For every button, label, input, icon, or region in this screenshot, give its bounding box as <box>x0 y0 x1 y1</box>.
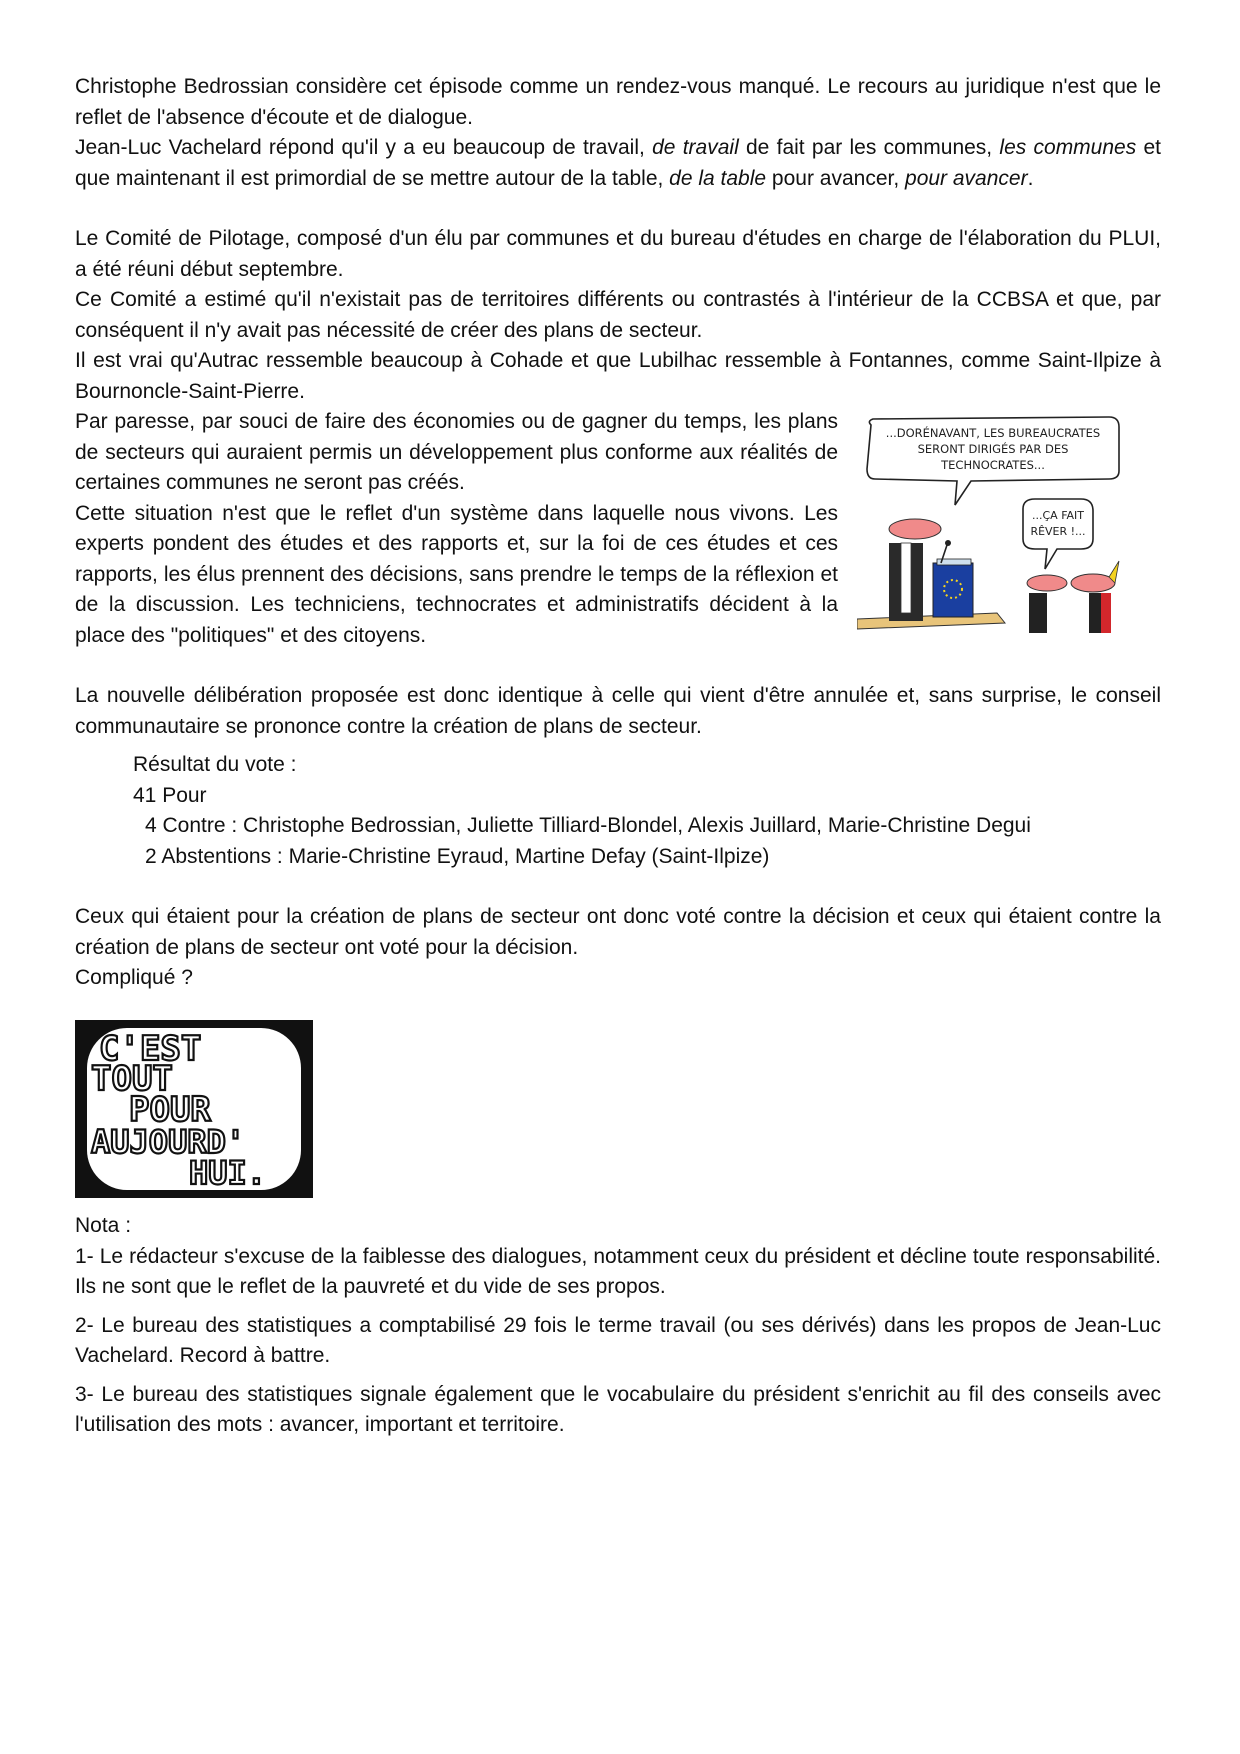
stamp-line-2: TOUT <box>91 1058 173 1099</box>
paragraph-1: Christophe Bedrossian considère cet épisode comme un rendez-vous manqué. Le recours au juridique n'est que le reflet de l'absence d'écoute et de dialogue. <box>75 75 1161 129</box>
cartoon-illustration <box>857 413 1161 639</box>
document-page <box>75 72 1161 1441</box>
vote-pour: 41 Pour <box>133 783 207 807</box>
stamp-line-3: POUR <box>129 1089 211 1130</box>
p2-text-c: de fait par les communes, <box>738 136 1000 159</box>
p2-text-g: pour avancer, <box>766 166 906 190</box>
p2-text-e: et que maintenant il est primordial de se mettre autour de la table, <box>75 136 1161 190</box>
text-with-cartoon <box>75 407 1161 651</box>
cest-tout-pour-aujourdhui-stamp <box>75 1020 313 1198</box>
stamp-line-5: HUI. <box>189 1153 267 1192</box>
cartoon-bubble2-line1: ...ÇA FAIT <box>1032 509 1084 522</box>
stamp-line-4: AUJOURD' <box>91 1122 246 1161</box>
nota-item-3: 3- Le bureau des statistiques signale également que le vocabulaire du président s'enrichit au fil des conseils avec l'utilisation des mots : avancer, important et territoire. <box>75 1382 1161 1436</box>
paragraph-9: Ceux qui étaient pour la création de plans de secteur ont donc voté contre la décision et ceux qui étaient contre la création de plans de secteur ont voté pour la décision. <box>75 905 1161 959</box>
paragraph-8: La nouvelle délibération proposée est donc identique à celle qui vient d'être annulée et, sans surprise, le conseil communautaire se prononce contre la création de plans de secteur. <box>75 684 1161 738</box>
cartoon-bubble1-line3: TECHNOCRATES... <box>941 458 1045 472</box>
paragraph-4: Ce Comité a estimé qu'il n'existait pas de territoires différents ou contrastés à l'intérieur de la CCBSA et que, par conséquent il n'y avait pas nécessité de créer des plans de secteur. <box>75 288 1161 342</box>
cartoon-bubble1-line2: SERONT DIRIGÉS PAR DES <box>917 442 1069 456</box>
nota-section <box>75 1211 1161 1441</box>
paragraph-10: Compliqué ? <box>75 966 193 989</box>
paragraph-5: Il est vrai qu'Autrac ressemble beaucoup à Cohade et que Lubilhac ressemble à Fontannes, comme Saint-Ilpize à Bournoncle-Saint-Pierre. <box>75 349 1161 403</box>
paragraph-3: Le Comité de Pilotage, composé d'un élu par communes et du bureau d'études en charge de l'élaboration du PLUI, a été réuni début septembre. <box>75 227 1161 281</box>
p2-text-i: . <box>1027 166 1034 190</box>
vote-result <box>133 750 1161 872</box>
nota-title: Nota : <box>75 1214 132 1237</box>
p2-text-a: Jean-Luc Vachelard répond qu'il y a eu beaucoup de travail, <box>75 136 653 159</box>
paragraph-2 <box>75 133 1161 194</box>
nota-item-2: 2- Le bureau des statistiques a comptabilisé 29 fois le terme travail (ou ses dérivés) dans les propos de Jean-Luc Vachelard. Record à battre. <box>75 1313 1161 1367</box>
vote-abstentions: 2 Abstentions : Marie-Christine Eyraud, Martine Defay (Saint-Ilpize) <box>145 844 770 868</box>
p2-echo-4: pour avancer <box>905 166 1028 190</box>
nota-item-1: 1- Le rédacteur s'excuse de la faiblesse des dialogues, notamment ceux du président et décline toute responsabilité. Ils ne sont que le reflet de la pauvreté et du vide de ses propos. <box>75 1244 1161 1298</box>
cartoon-bubble2-line2: RÊVER !... <box>1030 525 1086 538</box>
paragraph-7: Cette situation n'est que le reflet d'un système dans laquelle nous vivons. Les experts pondent des études et des rapports et, sur la foi de ces études et ces rapports, les élus prennent des décisions, sans prendre le temps de la réflexion et de la discussion. Les techniciens, technocrates et administratifs décident à la place des "politiques" et des citoyens. <box>75 501 838 647</box>
vote-title: Résultat du vote : <box>133 753 297 776</box>
vote-contre: 4 Contre : Christophe Bedrossian, Juliette Tilliard-Blondel, Alexis Juillard, Marie-Christine Degui <box>145 814 1031 837</box>
p2-echo-1: de travail <box>652 136 739 159</box>
paragraph-6: Par paresse, par souci de faire des économies ou de gagner du temps, les plans de secteurs qui auraient permis un développement plus conforme aux réalités de certaines communes ne seront pas créés. <box>75 410 838 494</box>
p2-echo-3: de la table <box>669 166 767 190</box>
p2-echo-2: les communes <box>999 136 1137 159</box>
cartoon-bubble1-line1: ...DORÉNAVANT, LES BUREAUCRATES <box>885 426 1101 440</box>
stamp-line-1: C'EST <box>99 1028 202 1069</box>
